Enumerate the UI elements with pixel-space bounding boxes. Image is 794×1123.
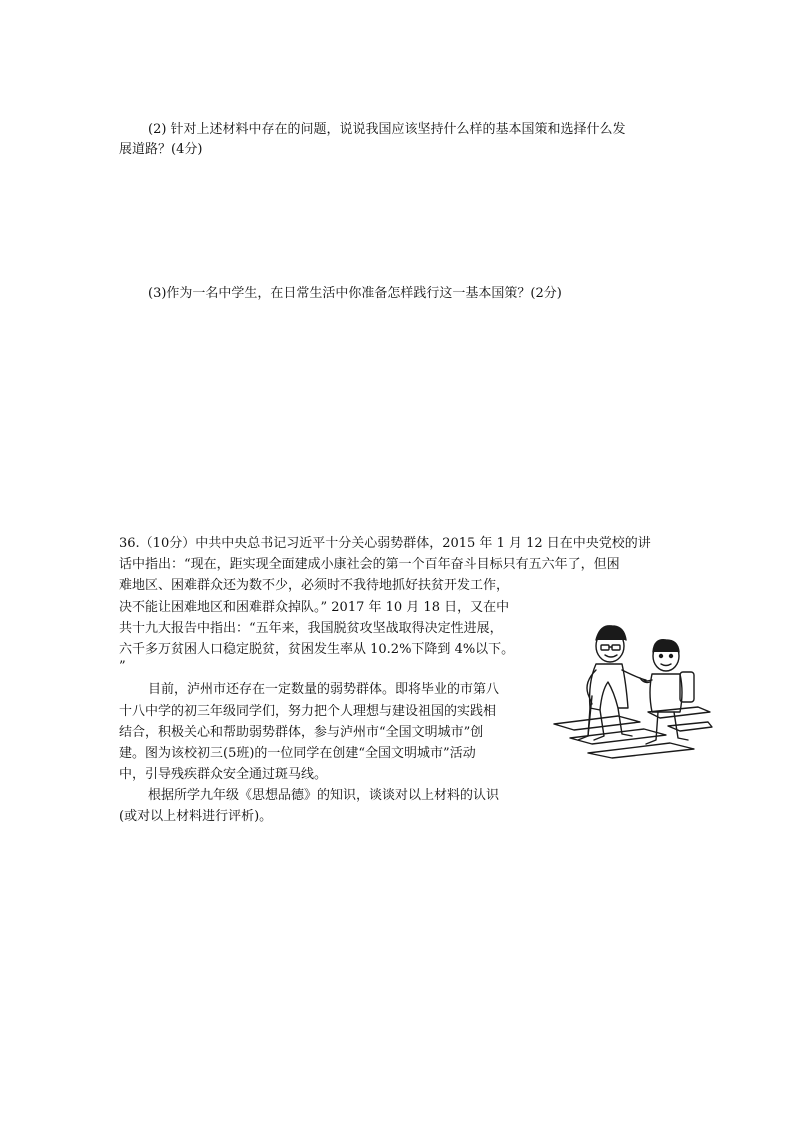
question-36-line: 中，引导残疾群众安全通过斑马线。	[119, 767, 328, 782]
question-36-line: (或对以上材料进行评析)。	[119, 809, 273, 824]
question-36-line: 十八中学的初三年级同学们，努力把个人理想与建设祖国的实践相	[119, 704, 497, 719]
student-guiding-elderly-crosswalk-illustration	[548, 612, 714, 762]
question-36-line: 36.（10分）中共中央总书记习近平十分关心弱势群体，2015 年 1 月 12 日在中央党校的讲	[119, 536, 651, 551]
question-36-line: 话中指出：“现在，距实现全面建成小康社会的第一个百年奋斗目标只有五六年了，但困	[119, 557, 620, 572]
question-36-line: 目前，泸州市还存在一定数量的弱势群体。即将毕业的市第八	[148, 682, 500, 697]
question-36-line: 决不能让困难地区和困难群众掉队。” 2017 年 10 月 18 日，又在中	[119, 600, 510, 615]
question-36-line: ”	[119, 659, 126, 674]
question-36-line: 共十九大报告中指出：“五年来，我国脱贫攻坚战取得决定性进展，	[119, 621, 503, 636]
question-2-line-1: (2) 针对上述材料中存在的问题，说说我国应该坚持什么样的基本国策和选择什么发	[148, 122, 626, 137]
question-3-line-1: (3)作为一名中学生，在日常生活中你准备怎样践行这一基本国策？(2分)	[148, 286, 562, 301]
question-2-line-2: 展道路？(4分)	[119, 142, 203, 157]
question-36-line: 结合，积极关心和帮助弱势群体，参与泸州市“全国文明城市”创	[119, 725, 484, 740]
question-36-line: 根据所学九年级《思想品德》的知识，谈谈对以上材料的认识	[148, 788, 500, 803]
question-36-line: 建。图为该校初三(5班)的一位同学在创建“全国文明城市”活动	[119, 746, 476, 761]
question-36-line: 六千多万贫困人口稳定脱贫，贫困发生率从 10.2%下降到 4%以下。	[119, 642, 515, 657]
question-36-line: 难地区、困难群众还为数不少，必须时不我待地抓好扶贫开发工作，	[119, 578, 510, 593]
